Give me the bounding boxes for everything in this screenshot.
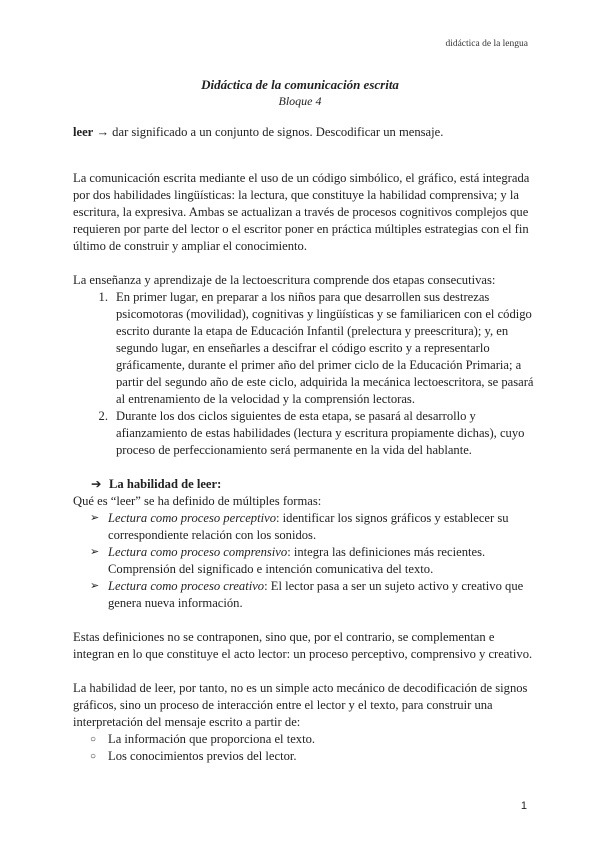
list-item: [73, 510, 535, 544]
arrow-icon: →: [96, 125, 110, 139]
list-text: Lectura como proceso comprensivo: integra las definiciones más recientes. Comprensión del significado e intención comunicativa del texto.: [108, 545, 486, 576]
list-item: [73, 731, 535, 748]
paragraph-complement: Estas definiciones no se contraponen, sino que, por el contrario, se complementan e integran en lo que constituye el acto lector: un proceso perceptivo, comprensivo y creativo.: [73, 630, 533, 661]
arrowhead-bullet-icon: ➢: [90, 546, 100, 558]
running-header: didáctica de la lengua: [445, 39, 528, 49]
circle-bullet-icon: ○: [90, 751, 97, 762]
definitions-intro: Qué es “leer” se ha definido de múltiples formas:: [73, 494, 322, 508]
list-item: [73, 544, 535, 578]
list-text: En primer lugar, en preparar a los niños para que desarrollen sus destrezas psicomotoras (movilidad), cognitivas y lingüísticas y se familiaricen con el código escrito durante la etapa de Educación Infantil (prelectura y preescritura); y, en segundo lugar, en enseñarles a descifrar el código escrito y a representarlo gráficamente, durante el primer año del primer ciclo de la Educación Primaria; a partir del segundo año de este ciclo, adquirida la mecánica lectoescritora, se pasará al entrenamiento de la velocidad y la comprensión lectoras.: [116, 290, 534, 406]
list-text: Lectura como proceso perceptivo: identificar los signos gráficos y establecer su correspondiente relación con los sonidos.: [108, 511, 509, 542]
title-block: [0, 76, 600, 110]
list-text: La información que proporciona el texto.: [108, 732, 316, 746]
document-body: [73, 124, 535, 765]
section-heading-text: La habilidad de leer:: [109, 477, 222, 491]
arrowhead-bullet-icon: ➢: [90, 512, 100, 524]
definition-text: dar significado a un conjunto de signos. Descodificar un mensaje.: [109, 125, 444, 139]
list-number: 1.: [98, 290, 108, 304]
definition-label: Lectura como proceso creativo: [108, 579, 265, 593]
paragraph-stages-intro: La enseñanza y aprendizaje de la lectoescritura comprende dos etapas consecutivas:: [73, 273, 496, 287]
arrow-bullet-icon: ➔: [91, 477, 102, 491]
document-subtitle: Bloque 4: [278, 94, 322, 108]
paragraph-intro: La comunicación escrita mediante el uso de un código simbólico, el gráfico, está integrada por dos habilidades lingüísticas: la lectura, que constituye la habilidad comprensiva; y la escritura, la expresiva. Ambas se actualizan a través de procesos cognitivos complejos que requieren por parte del lector o el escritor poner en práctica múltiples estrategias con el fin último de construir y ampliar el conocimiento.: [73, 171, 530, 253]
section-heading: [73, 476, 535, 493]
stages-list: [73, 289, 535, 459]
definition-term: leer: [73, 125, 94, 139]
definitions-list: [73, 510, 535, 612]
definition-label: Lectura como proceso comprensivo: [108, 545, 288, 559]
page-number: 1: [520, 800, 527, 812]
sources-list: [73, 731, 535, 765]
list-item: [73, 408, 535, 459]
list-item: [73, 748, 535, 765]
list-item: [73, 289, 535, 408]
definition-label: Lectura como proceso perceptivo: [108, 511, 276, 525]
list-text: Los conocimientos previos del lector.: [108, 749, 297, 763]
document-title: Didáctica de la comunicación escrita: [201, 77, 399, 92]
list-number: 2.: [98, 409, 108, 423]
list-item: [73, 578, 535, 612]
paragraph-interaction: La habilidad de leer, por tanto, no es un simple acto mecánico de decodificación de signos gráficos, sino un proceso de interacción entre el lector y el texto, para construir una interpretación del mensaje escrito a partir de:: [73, 681, 528, 729]
arrowhead-bullet-icon: ➢: [90, 580, 100, 592]
list-text: Lectura como proceso creativo: El lector pasa a ser un sujeto activo y creativo que genera nueva información.: [108, 579, 524, 610]
definition-line: [73, 124, 535, 141]
circle-bullet-icon: ○: [90, 734, 97, 745]
list-text: Durante los dos ciclos siguientes de esta etapa, se pasará al desarrollo y afianzamiento de estas habilidades (lectura y escritura propiamente dichas), cuyo proceso de perfeccionamiento será permanente en la vida del hablante.: [116, 409, 525, 457]
